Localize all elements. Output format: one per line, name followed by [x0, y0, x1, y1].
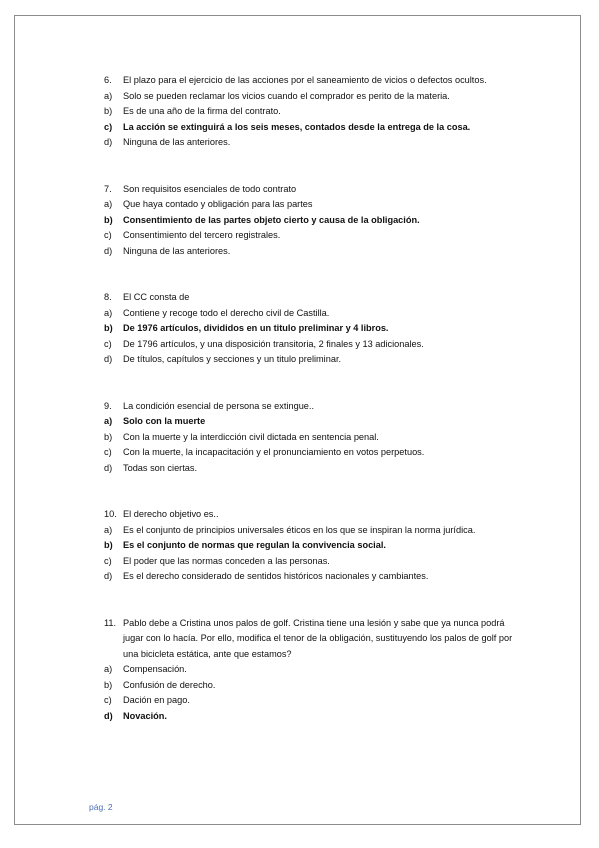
answer-option-correct — [104, 538, 524, 554]
answer-option — [104, 306, 524, 322]
question-number: 7. — [104, 183, 112, 194]
option-text: Con la muerte, la incapacitación y el pronunciamiento en votos perpetuos. — [123, 447, 425, 457]
option-text: De 1976 artículos, divididos en un titulo preliminar y 4 libros. — [123, 323, 389, 333]
question-heading — [104, 507, 524, 523]
option-text: Ninguna de las anteriores. — [123, 245, 231, 256]
answer-option — [104, 352, 524, 368]
answer-option — [104, 554, 524, 570]
option-text: Es de una año de la firma del contrato. — [123, 106, 281, 116]
option-letter: a) — [104, 664, 113, 674]
answer-option — [104, 461, 524, 477]
option-letter: c) — [104, 338, 112, 349]
answer-option — [104, 197, 524, 213]
option-text: La acción se extinguirá a los seis meses, contados desde la entrega de la cosa. — [123, 121, 471, 132]
option-letter: d) — [104, 710, 113, 721]
question-number: 9. — [104, 400, 112, 411]
option-letter: c) — [104, 230, 112, 240]
option-text: Que haya contado y obligación para las partes — [123, 199, 313, 209]
question-heading — [104, 290, 524, 306]
question-number: 6. — [104, 75, 112, 85]
option-text: Contiene y recoge todo el derecho civil de Castilla. — [123, 307, 330, 318]
option-letter: b) — [104, 679, 113, 690]
answer-option — [104, 662, 524, 678]
question-heading — [104, 616, 524, 663]
answer-option — [104, 523, 524, 539]
question-number: 8. — [104, 292, 112, 302]
option-text: Dación en pago. — [123, 695, 190, 705]
answer-option — [104, 244, 524, 260]
option-text: Consentimiento de las partes objeto cierto y causa de la obligación. — [123, 214, 420, 225]
option-letter: d) — [104, 462, 113, 473]
option-text: De 1796 artículos, y una disposición transitoria, 2 finales y 13 adicionales. — [123, 338, 424, 349]
option-letter: c) — [104, 447, 112, 457]
question-number: 10. — [104, 509, 117, 519]
option-text: Ninguna de las anteriores. — [123, 137, 231, 147]
answer-option-correct — [104, 321, 524, 337]
option-letter: d) — [104, 137, 113, 147]
option-letter: a) — [104, 90, 113, 101]
answer-option — [104, 337, 524, 353]
question-heading — [104, 73, 524, 89]
option-letter: a) — [104, 307, 113, 318]
document-body — [104, 73, 524, 755]
question-block — [104, 290, 524, 368]
answer-option — [104, 693, 524, 709]
option-text: Es el conjunto de normas que regulan la convivencia social. — [123, 540, 386, 550]
option-letter: c) — [104, 695, 112, 705]
option-text: Solo se pueden reclamar los vicios cuando el comprador es perito de la materia. — [123, 90, 450, 101]
answer-option — [104, 135, 524, 151]
option-text: Todas son ciertas. — [123, 462, 198, 473]
option-text: Novación. — [123, 710, 167, 721]
option-text: Es el derecho considerado de sentidos históricos nacionales y cambiantes. — [123, 571, 429, 581]
answer-option-correct — [104, 213, 524, 229]
option-letter: b) — [104, 323, 113, 333]
option-text: Compensación. — [123, 664, 187, 674]
option-letter: c) — [104, 555, 112, 566]
question-block — [104, 182, 524, 260]
option-letter: d) — [104, 354, 113, 364]
answer-option — [104, 228, 524, 244]
option-letter: c) — [104, 121, 113, 132]
option-text: Con la muerte y la interdicción civil dictada en sentencia penal. — [123, 431, 379, 442]
option-text: Solo con la muerte — [123, 416, 206, 426]
option-text: Confusión de derecho. — [123, 679, 216, 690]
option-letter: b) — [104, 214, 113, 225]
option-text: Es el conjunto de principios universales éticos en los que se inspiran la norma jurídica. — [123, 524, 476, 535]
question-text: El derecho objetivo es.. — [123, 509, 219, 519]
question-text: El plazo para el ejercicio de las acciones por el saneamiento de vicios o defectos ocultos. — [123, 75, 487, 85]
option-letter: a) — [104, 416, 113, 426]
question-text: La condición esencial de persona se extingue.. — [123, 400, 315, 411]
option-letter: d) — [104, 571, 113, 581]
option-text: De títulos, capítulos y secciones y un titulo preliminar. — [123, 354, 342, 364]
question-heading — [104, 182, 524, 198]
option-text: El poder que las normas conceden a las personas. — [123, 555, 330, 566]
option-text: Consentimiento del tercero registrales. — [123, 230, 281, 240]
option-letter: b) — [104, 540, 113, 550]
answer-option-correct — [104, 709, 524, 725]
option-letter: a) — [104, 524, 113, 535]
option-letter: d) — [104, 245, 113, 256]
question-block — [104, 73, 524, 151]
question-block — [104, 616, 524, 725]
answer-option — [104, 430, 524, 446]
option-letter: a) — [104, 199, 113, 209]
question-block — [104, 507, 524, 585]
answer-option — [104, 569, 524, 585]
question-number: 11. — [104, 617, 117, 628]
answer-option — [104, 445, 524, 461]
question-heading — [104, 399, 524, 415]
question-block — [104, 399, 524, 477]
option-letter: b) — [104, 106, 113, 116]
answer-option-correct — [104, 414, 524, 430]
question-text: Son requisitos esenciales de todo contrato — [123, 183, 297, 194]
page-number: pág. 2 — [89, 802, 113, 812]
answer-option — [104, 104, 524, 120]
answer-option — [104, 678, 524, 694]
answer-option — [104, 89, 524, 105]
question-text: Pablo debe a Cristina unos palos de golf. Cristina tiene una lesión y sabe que ya nunca podrá jugar con lo hacía. Por ello, modifica el tenor de la obligación, sustituyendo los palos de golf por una bicicleta estática, ante que estamos? — [123, 617, 513, 659]
question-text: El CC consta de — [123, 292, 190, 302]
option-letter: b) — [104, 431, 113, 442]
answer-option-correct — [104, 120, 524, 136]
